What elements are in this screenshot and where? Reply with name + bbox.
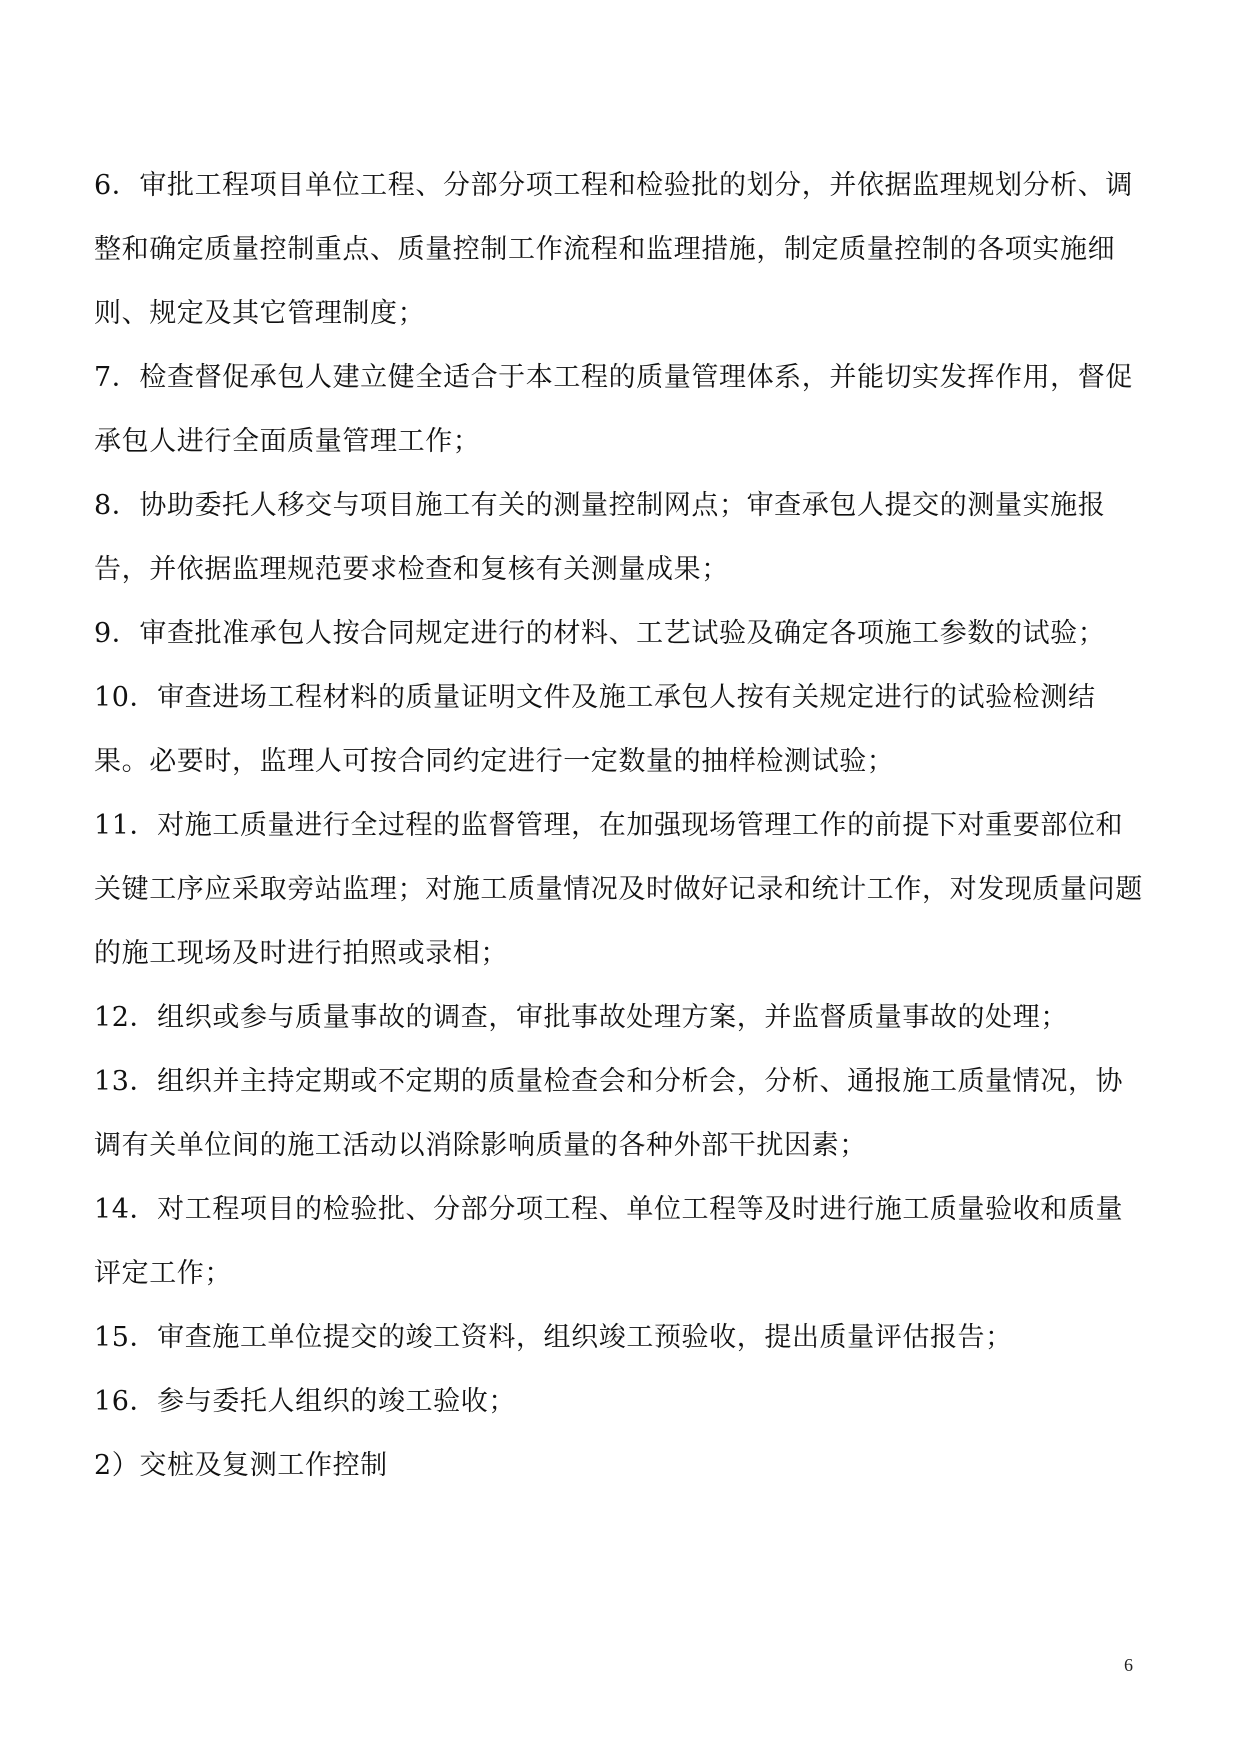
paragraph-item-6: 6．审批工程项目单位工程、分部分项工程和检验批的划分，并依据监理规划分析、调整和确定质量控制重点、质量控制工作流程和监理措施，制定质量控制的各项实施细则、规定及其它管理制度； <box>94 170 1133 329</box>
paragraph-item-11: 11．对施工质量进行全过程的监督管理，在加强现场管理工作的前提下对重要部位和关键工序应采取旁站监理；对施工质量情况及时做好记录和统计工作，对发现质量问题的施工现场及时进行拍照或录相； <box>94 810 1143 969</box>
paragraph-item-10: 10．审查进场工程材料的质量证明文件及施工承包人按有关规定进行的试验检测结果。必要时，监理人可按合同约定进行一定数量的抽样检测试验； <box>94 682 1096 777</box>
section-heading-stake-handover: 2）交桩及复测工作控制 <box>94 1450 388 1481</box>
paragraph-item-14: 14．对工程项目的检验批、分部分项工程、单位工程等及时进行施工质量验收和质量评定工作； <box>94 1194 1124 1289</box>
page-number: 6 <box>1124 1655 1133 1675</box>
paragraph-item-15: 15．审查施工单位提交的竣工资料，组织竣工预验收，提出质量评估报告； <box>94 1322 1013 1353</box>
paragraph-item-13: 13．组织并主持定期或不定期的质量检查会和分析会，分析、通报施工质量情况，协调有关单位间的施工活动以消除影响质量的各种外部干扰因素； <box>94 1066 1124 1161</box>
paragraph-item-12: 12．组织或参与质量事故的调查，审批事故处理方案，并监督质量事故的处理； <box>94 1002 1068 1033</box>
paragraph-item-16: 16．参与委托人组织的竣工验收； <box>94 1386 516 1417</box>
document-body <box>94 154 1148 1498</box>
paragraph-item-8: 8．协助委托人移交与项目施工有关的测量控制网点；审查承包人提交的测量实施报告，并依据监理规范要求检查和复核有关测量成果； <box>94 490 1106 585</box>
paragraph-item-7: 7．检查督促承包人建立健全适合于本工程的质量管理体系，并能切实发挥作用，督促承包人进行全面质量管理工作； <box>94 362 1133 457</box>
paragraph-item-9: 9．审查批准承包人按合同规定进行的材料、工艺试验及确定各项施工参数的试验； <box>94 618 1106 649</box>
